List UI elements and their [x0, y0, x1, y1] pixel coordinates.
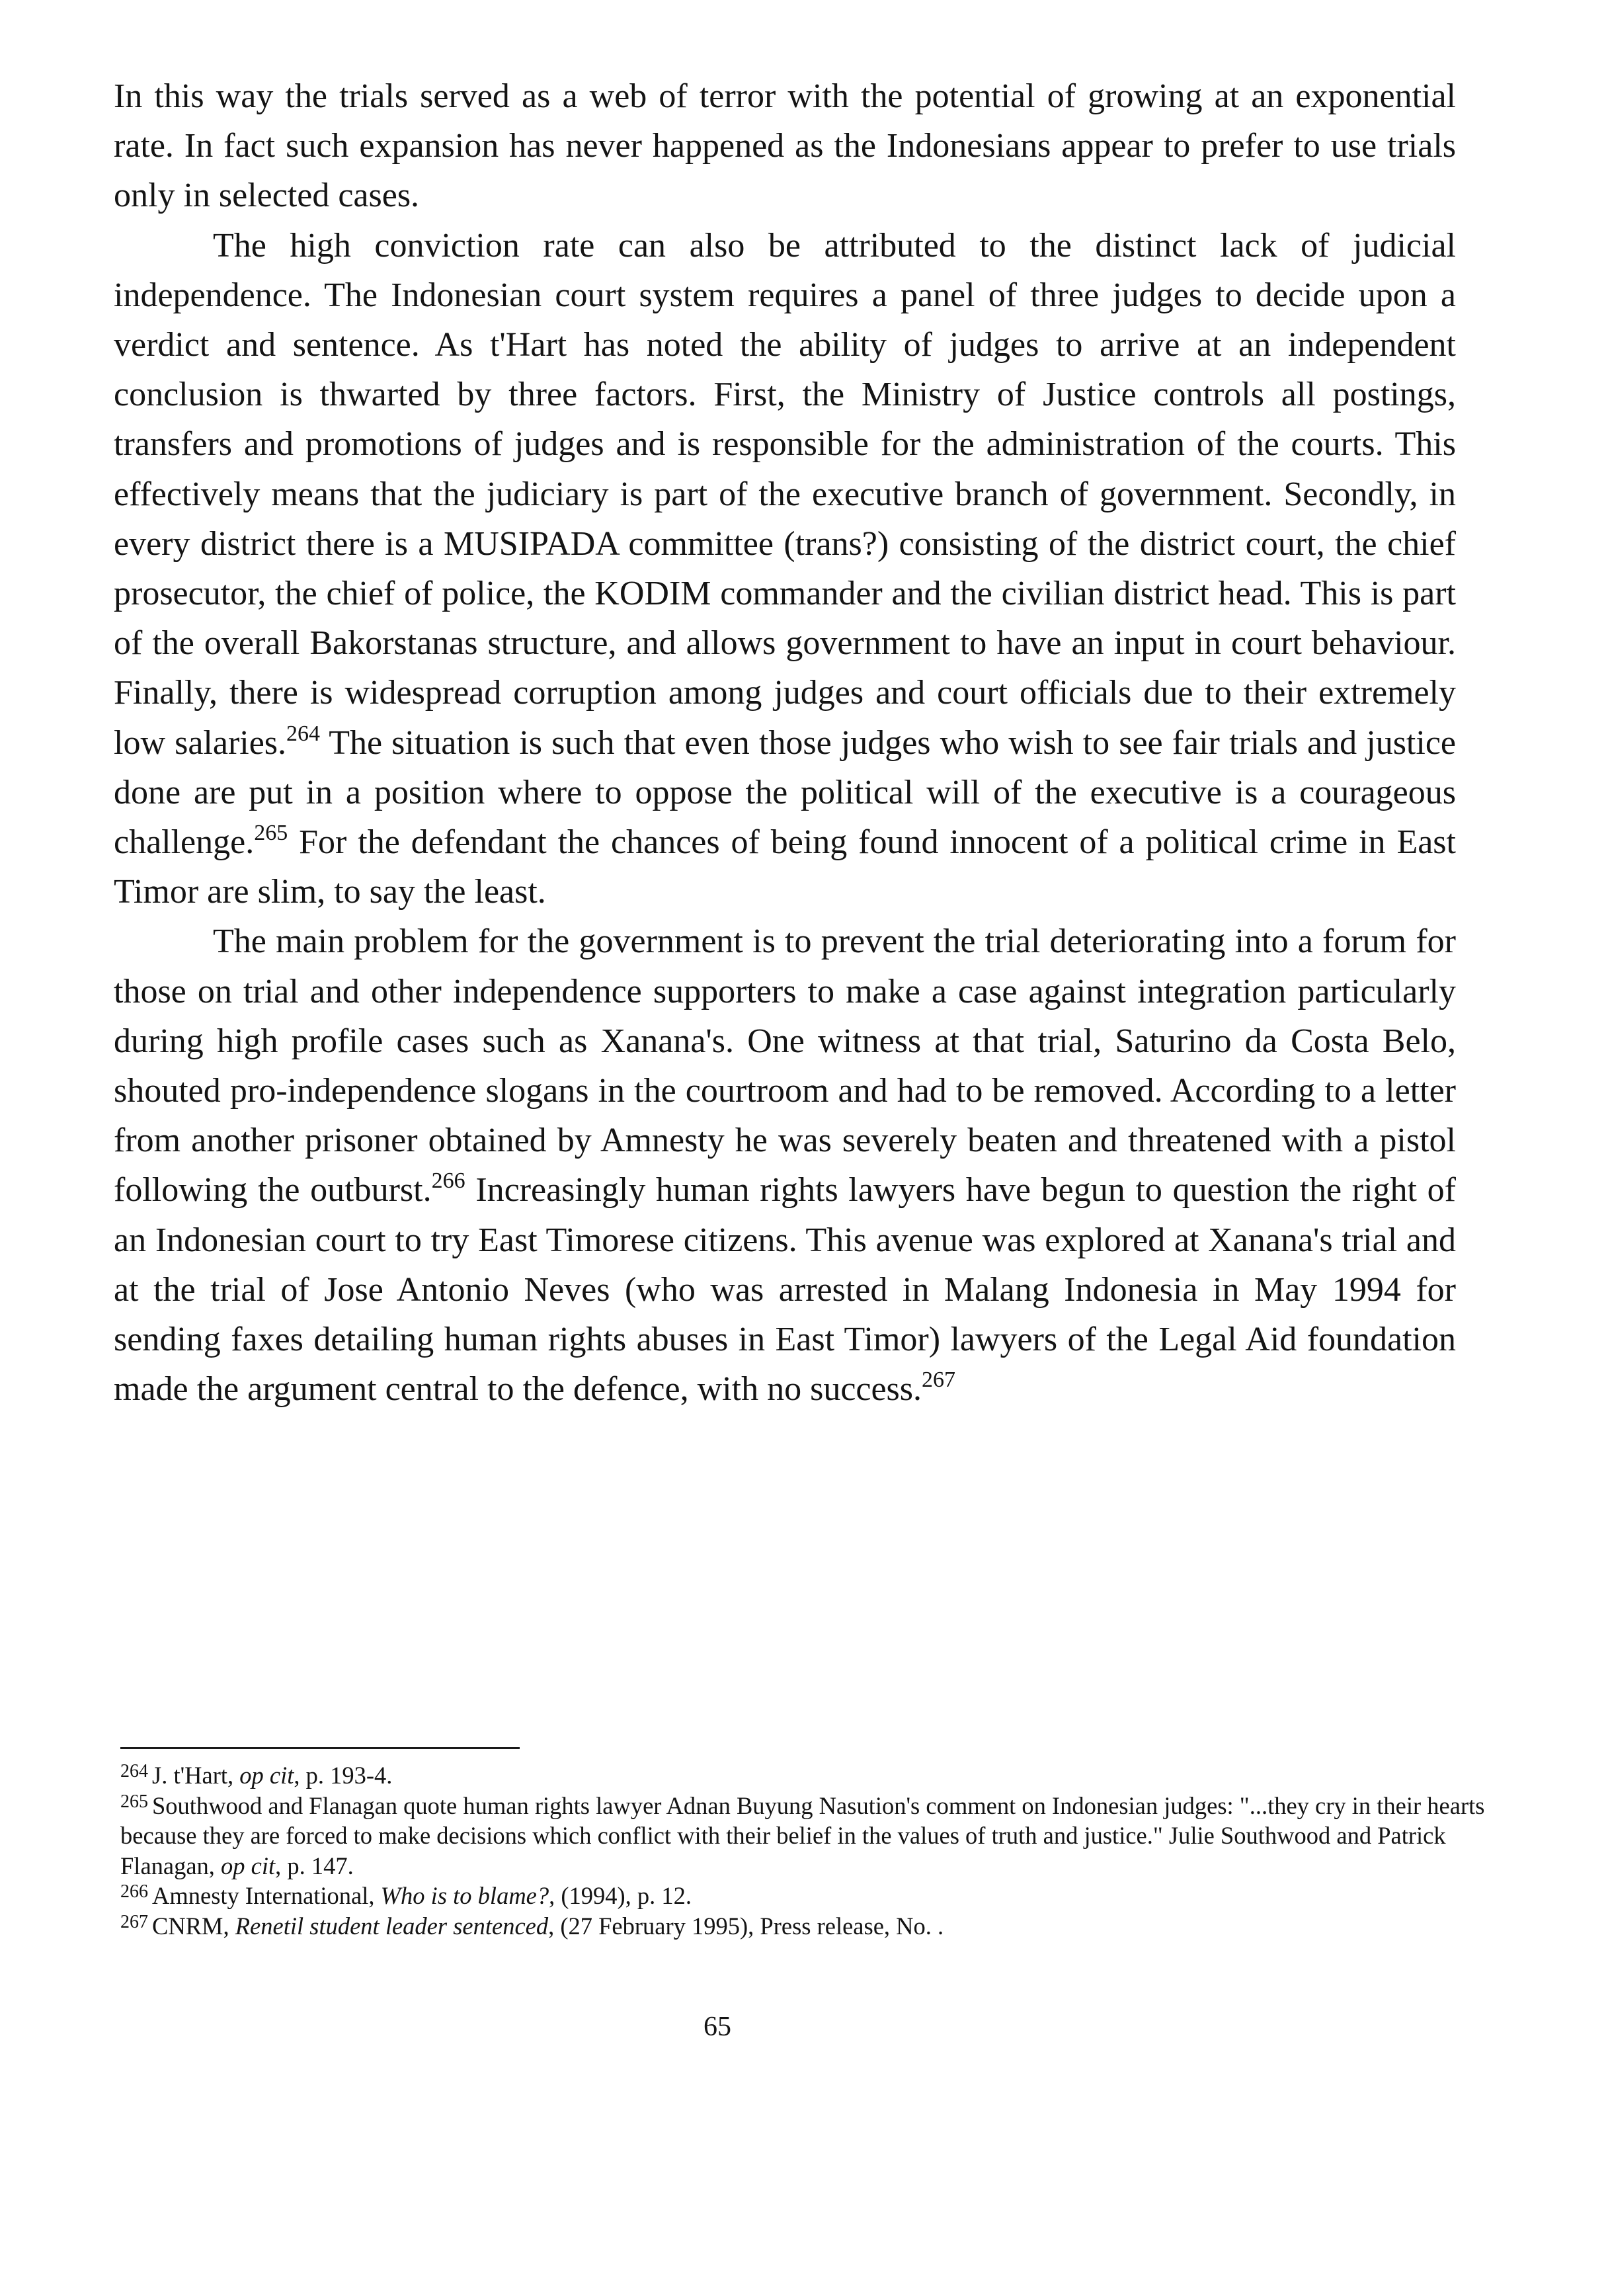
footnote-text: Amnesty International, [152, 1882, 381, 1909]
page-number: 65 [704, 2012, 731, 2042]
footnote-text: CNRM, [152, 1912, 235, 1940]
footnote-title: op cit [221, 1852, 276, 1879]
footnote-number: 264 [120, 1761, 148, 1782]
footnote-text: J. t'Hart, [152, 1762, 240, 1789]
footnote-264 [120, 1760, 1496, 1791]
paragraph-text: For the defendant the chances of being found innocent of a political crime in East Timor are slim, to say the least. [114, 823, 1456, 911]
footnote-number: 266 [120, 1881, 148, 1902]
paragraph-3 [114, 917, 1456, 1414]
paragraph-text: The situation is such that even those judges who wish to see fair trials and justice done are put in a position where to oppose the political will of the executive is a courageous challenge. [114, 723, 1456, 862]
body-text [114, 71, 1456, 1414]
footnotes [120, 1760, 1496, 1941]
footnote-265 [120, 1791, 1496, 1881]
footnote-text: Southwood and Flanagan quote human rights lawyer Adnan Buyung Nasution's comment on Indonesian judges: "...they cry in their hearts because they are forced to make decisions which conflict with their belief in the values of truth and justice." Julie Southwood and Patrick Flanagan, [120, 1791, 1485, 1879]
footnote-reference: 265 [254, 821, 288, 846]
footnote-number: 267 [120, 1911, 148, 1932]
paragraph-text: In this way the trials served as a web of terror with the potential of growing at an exponential rate. In fact such expansion has never happened as the Indonesians appear to prefer to use trials only in selected cases. [114, 77, 1456, 215]
paragraph-2 [114, 221, 1456, 917]
footnote-267 [120, 1911, 1496, 1942]
paragraph-text: The high conviction rate can also be attributed to the distinct lack of judicial independence. The Indonesian court system requires a panel of three judges to decide upon a verdict and sentence. As t'Hart has noted the ability of judges to arrive at an independent conclusion is thwarted by three factors. First, the Ministry of Justice controls all postings, transfers and promotions of judges and is responsible for the administration of the courts. This effectively means that the judiciary is part of the executive branch of government. Secondly, in every district there is a MUSIPADA committee (trans?) consisting of the district court, the chief prosecutor, the chief of police, the KODIM commander and the civilian district head. This is part of the overall Bakorstanas structure, and allows government to have an input in court behaviour. Finally, there is widespread corruption among judges and court officials due to their extremely low salaries. [114, 226, 1456, 762]
footnote-text: , (27 February 1995), Press release, No. . [548, 1912, 944, 1940]
footnote-title: Renetil student leader sentenced [235, 1912, 549, 1940]
footnote-text: , p. 193-4. [294, 1762, 393, 1789]
footnote-266 [120, 1881, 1496, 1911]
paragraph-text: Increasingly human rights lawyers have begun to question the right of an Indonesian court to try East Timorese citizens. This avenue was explored at Xanana's trial and at the trial of Jose Antonio Neves (who was arrested in Malang Indonesia in May 1994 for sending faxes detailing human rights abuses in East Timor) lawyers of the Legal Aid foundation made the argument central to the defence, with no success. [114, 1171, 1457, 1409]
footnote-text: , (1994), p. 12. [549, 1882, 692, 1909]
footnote-reference: 264 [286, 721, 321, 746]
footnote-title: Who is to blame? [380, 1882, 549, 1909]
footnote-reference: 267 [922, 1368, 956, 1393]
paragraph-text: The main problem for the government is to prevent the trial deteriorating into a forum for those on trial and other independence supporters to make a case against integration particularly during high profile cases such as Xanana's. One witness at that trial, Saturino da Costa Belo, shouted pro-independence slogans in the courtroom and had to be removed. According to a letter from another prisoner obtained by Amnesty he was severely beaten and threatened with a pistol following the outburst. [114, 922, 1456, 1210]
footnote-text: , p. 147. [275, 1852, 354, 1879]
footnote-reference: 266 [431, 1168, 465, 1194]
footnote-number: 265 [120, 1791, 148, 1812]
footnote-title: op cit [239, 1762, 294, 1789]
paragraph-1 [114, 71, 1456, 221]
footnote-separator [120, 1747, 520, 1749]
